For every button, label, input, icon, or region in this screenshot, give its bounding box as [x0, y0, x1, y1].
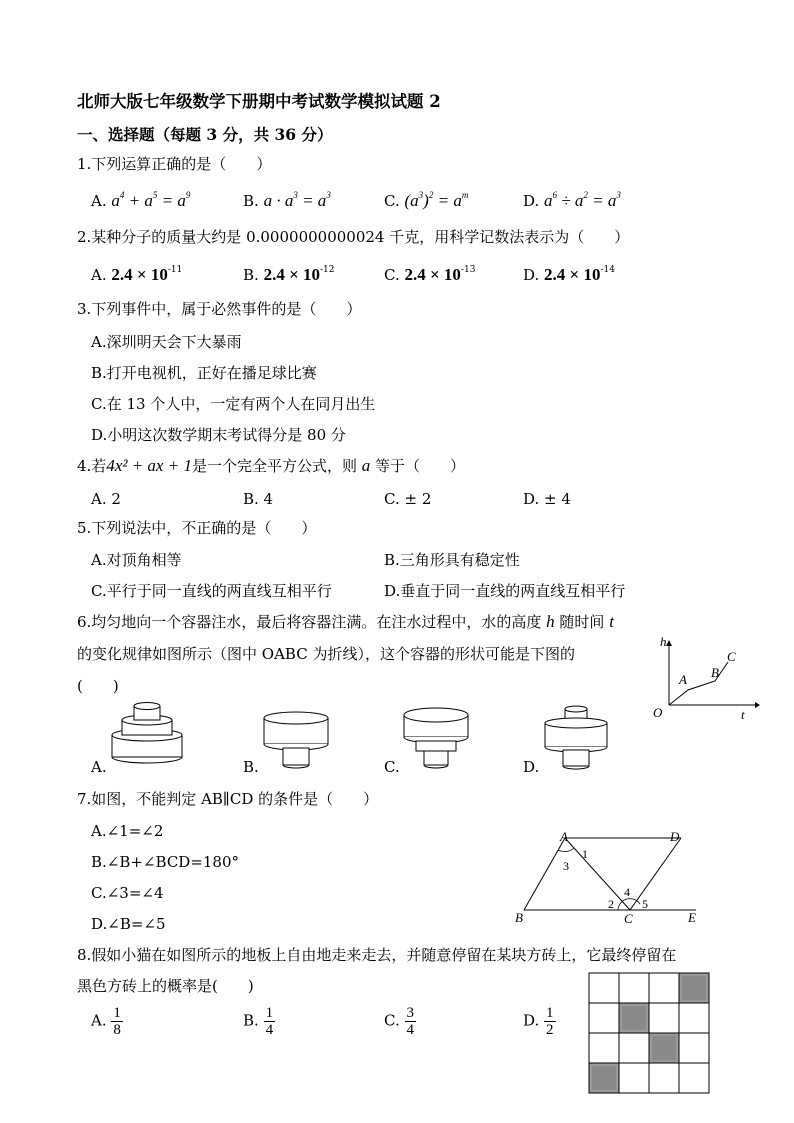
q6-option-c: C.: [384, 758, 400, 776]
q8-stem-line2: 黑色方砖上的概率是( ): [77, 977, 254, 995]
t-axis-arrow: [755, 702, 760, 708]
tile-black-inner: [652, 1036, 676, 1060]
q7-angle-2: 2: [608, 897, 614, 911]
tile-black-inner: [682, 976, 706, 1000]
tile-white: [619, 973, 649, 1003]
q5-option-b: B.三角形具有稳定性: [384, 551, 520, 569]
page-title: 北师大版七年级数学下册期中考试数学模拟试题 2: [77, 92, 441, 111]
tile-white: [679, 1063, 709, 1093]
tile-white: [679, 1033, 709, 1063]
tile-black-inner: [622, 1006, 646, 1030]
container-c: [402, 705, 472, 770]
q6-height-time-graph: [645, 632, 760, 722]
container-d: [542, 705, 612, 770]
section-heading: 一、选择题（每题 3 分，共 36 分）: [77, 125, 333, 144]
q7-label-d: D: [670, 829, 680, 844]
q2-stem: 2.某种分子的质量大约是 0.0000000000024 千克，用科学记数法表示为（ ）: [77, 228, 630, 246]
q8-stem-line1: 8.假如小猫在如图所示的地板上自由地走来走去，并随意停留在某块方砖上，它最终停留在: [77, 946, 677, 964]
q8-floor-tile-grid: [588, 972, 710, 1094]
oabc-polyline: [669, 662, 728, 705]
q2-option-d: D. $2.4 \times 10^{-14}$: [523, 265, 615, 284]
container-b: [262, 708, 332, 770]
h-axis-arrow: [666, 640, 672, 646]
tile-white: [589, 1033, 619, 1063]
a-label: A: [679, 672, 687, 687]
q6-option-b: B.: [243, 758, 259, 776]
q8-option-d: D. $\frac{1}{2}$: [523, 1005, 554, 1038]
q6-option-d: D.: [523, 758, 540, 776]
q1-stem: 1.下列运算正确的是（ ）: [77, 155, 272, 173]
tile-white: [619, 1063, 649, 1093]
q1-option-b: B. $a \cdot a^3 = a^3$: [243, 190, 331, 210]
q4-option-d: D. ± 4: [523, 490, 571, 508]
tile-white: [619, 1033, 649, 1063]
q3-stem: 3.下列事件中，属于必然事件的是（ ）: [77, 300, 362, 318]
q5-option-a: A.对顶角相等: [91, 551, 182, 569]
tile-white: [589, 973, 619, 1003]
q6-stem-line2: 的变化规律如图所示（图中 OABC 为折线），这个容器的形状可能是下图的: [77, 645, 575, 663]
q7-angle-5: 5: [642, 897, 648, 911]
q5-option-d: D.垂直于同一直线的两直线互相平行: [384, 582, 626, 600]
tile-white: [679, 1003, 709, 1033]
q3-option-d: D.小明这次数学期末考试得分是 80 分: [91, 426, 346, 444]
q4-option-a: A. 2: [91, 490, 121, 508]
tile-black-inner: [592, 1066, 616, 1090]
q6-stem-line1: 6.均匀地向一个容器注水，最后将容器注满。在注水过程中，水的高度 h 随时间 t: [77, 612, 614, 631]
q8-option-b: B. $\frac{1}{4}$: [243, 1005, 274, 1038]
tile-white: [649, 973, 679, 1003]
q7-angle-4: 4: [624, 885, 630, 899]
q7-parallelogram-figure: [508, 826, 703, 926]
q3-option-c: C.在 13 个人中，一定有两个人在同月出生: [91, 395, 376, 413]
b-label: B: [711, 665, 719, 680]
q7-option-a: A.∠1=∠2: [91, 822, 164, 840]
q7-label-e: E: [688, 910, 696, 925]
q4-stem: 4.若4x² + ax + 1是一个完全平方公式，则 a 等于（ ）: [77, 456, 466, 475]
q4-option-b: B. 4: [243, 490, 274, 508]
q5-option-c: C.平行于同一直线的两直线互相平行: [91, 582, 332, 600]
q7-label-a: A: [560, 829, 568, 844]
q7-option-b: B.∠B+∠BCD=180°: [91, 853, 240, 871]
container-a: [108, 702, 188, 764]
tile-white: [589, 1003, 619, 1033]
q4-option-c: C. ± 2: [384, 490, 432, 508]
q2-option-a: A. $2.4 \times 10^{-11}$: [91, 265, 183, 284]
q2-option-b: B. $2.4 \times 10^{-12}$: [243, 265, 335, 284]
q8-option-c: C. $\frac{3}{4}$: [384, 1005, 414, 1038]
q1-option-a: A. $a^4 + a^5 = a^9$: [91, 190, 191, 210]
q3-option-b: B.打开电视机，正好在播足球比赛: [91, 364, 317, 382]
tile-white: [649, 1003, 679, 1033]
q7-label-b: B: [515, 910, 523, 925]
q7-option-c: C.∠3=∠4: [91, 884, 164, 902]
h-label: h: [660, 634, 667, 649]
q6-stem-line3: ( ): [77, 677, 119, 695]
q7-label-c: C: [624, 911, 633, 926]
q1-option-d: D. $a^6 \div a^2 = a^3$: [523, 190, 621, 210]
t-label: t: [741, 707, 745, 722]
c-label: C: [727, 649, 736, 664]
q7-angle-1: 1: [582, 847, 588, 861]
q7-stem: 7.如图，不能判定 AB∥CD 的条件是（ ）: [77, 790, 379, 808]
q5-stem: 5.下列说法中，不正确的是（ ）: [77, 519, 317, 537]
o-label: O: [653, 705, 663, 720]
q2-option-c: C. $2.4 \times 10^{-13}$: [384, 265, 476, 284]
q1-option-c: C. $(a^3)^2 = a^m$: [384, 190, 469, 210]
q7-option-d: D.∠B=∠5: [91, 915, 166, 933]
q3-option-a: A.深圳明天会下大暴雨: [91, 333, 242, 351]
tile-white: [649, 1063, 679, 1093]
q6-option-a: A.: [91, 758, 107, 776]
q7-angle-3: 3: [563, 859, 569, 873]
q8-option-a: A. $\frac{1}{8}$: [91, 1005, 121, 1038]
